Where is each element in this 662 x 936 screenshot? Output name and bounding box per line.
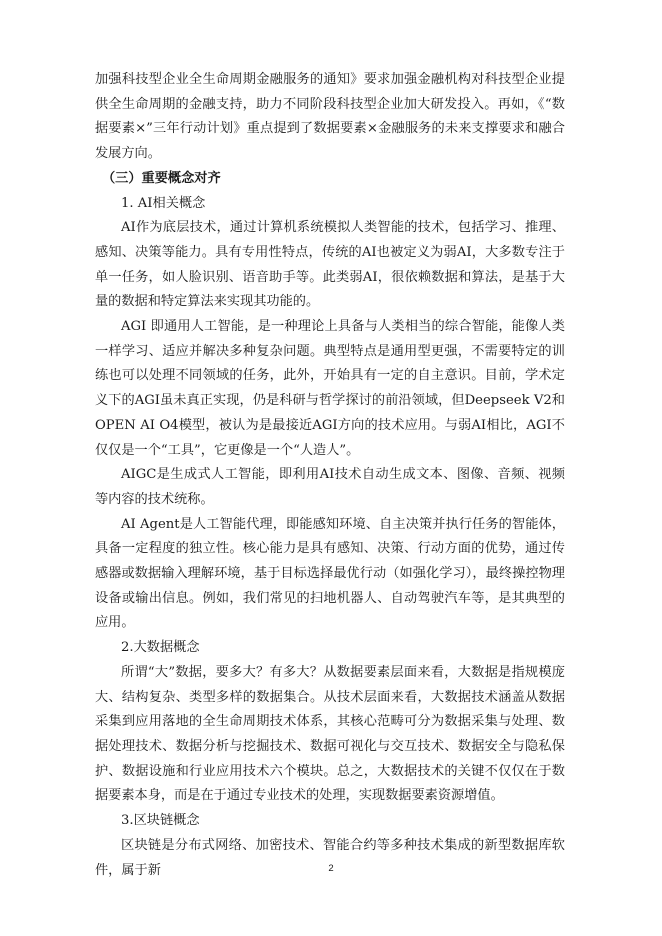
blockchain-paragraph: 区块链是分布式网络、加密技术、智能合约等多种技术集成的新型数据库软件，属于新	[95, 837, 565, 878]
big-data-subheading: 2.大数据概念	[121, 640, 200, 656]
ai-agent-paragraph: AI Agent是人工智能代理，即能感知环境、自主决策并执行任务的智能体，具备一定程度的独立性。核心能力是具有感知、决策、行动方面的优势，通过传感器或数据输入理解环境，基于目标选择最优行动（如强化学习），最终操控物理设备或输出信息。例如，我们常见的扫地机器人、自动驾驶汽车等，是其典型的应用。	[95, 516, 565, 631]
ai-concepts-subheading: 1. AI相关概念	[121, 195, 206, 211]
intro-continuation-paragraph: 加强科技型企业全生命周期金融服务的通知》要求加强金融机构对科技型企业提供全生命周期的金融支持，助力不同阶段科技型企业加大研发投入。再如，《“数据要素×”三年行动计划》重点提到了数据要素×金融服务的未来支撑要求和融合发展方向。	[95, 72, 565, 162]
blockchain-subheading: 3.区块链概念	[121, 813, 200, 829]
page-number: 2	[328, 863, 334, 874]
aigc-paragraph: AIGC是生成式人工智能，即利用AI技术自动生成文本、图像、音频、视频等内容的技术统称。	[95, 467, 565, 507]
ai-paragraph: AI作为底层技术，通过计算机系统模拟人类智能的技术，包括学习、推理、感知、决策等能力。具有专用性特点，传统的AI也被定义为弱AI，大多数专注于单一任务，如人脸识别、语音助手等。此类弱AI，很依赖数据和算法，是基于大量的数据和特定算法来实现其功能的。	[95, 220, 565, 310]
agi-paragraph: AGI 即通用人工智能，是一种理论上具备与人类相当的综合智能，能像人类一样学习、适应并解决多种复杂问题。典型特点是通用型更强，不需要特定的训练也可以处理不同领域的任务，此外，开始具有一定的自主意识。目前，学术定义下的AGI虽未真正实现，仍是科研与哲学探讨的前沿领域，但Deepseek V2和OPEN AI O4模型，被认为是最接近AGI方向的技术应用。与弱AI相比，AGI不仅仅是一个“工具”，它更像是一个“人造人”。	[95, 319, 565, 458]
section-3-heading: （三）重要概念对齐	[102, 170, 221, 186]
document-body	[95, 68, 565, 883]
big-data-paragraph: 所谓“大”数据，要多大？有多大？从数据要素层面来看，大数据是指规模庞大、结构复杂、类型多样的数据集合。从技术层面来看，大数据技术涵盖从数据采集到应用落地的全生命周期技术体系，其核心范畴可分为数据采集与处理、数据处理技术、数据分析与挖掘技术、数据可视化与交互技术、数据安全与隐私保护、数据设施和行业应用技术六个模块。总之，大数据技术的关键不仅仅在于数据要素本身，而是在于通过专业技术的处理，实现数据要素资源增值。	[95, 664, 565, 804]
